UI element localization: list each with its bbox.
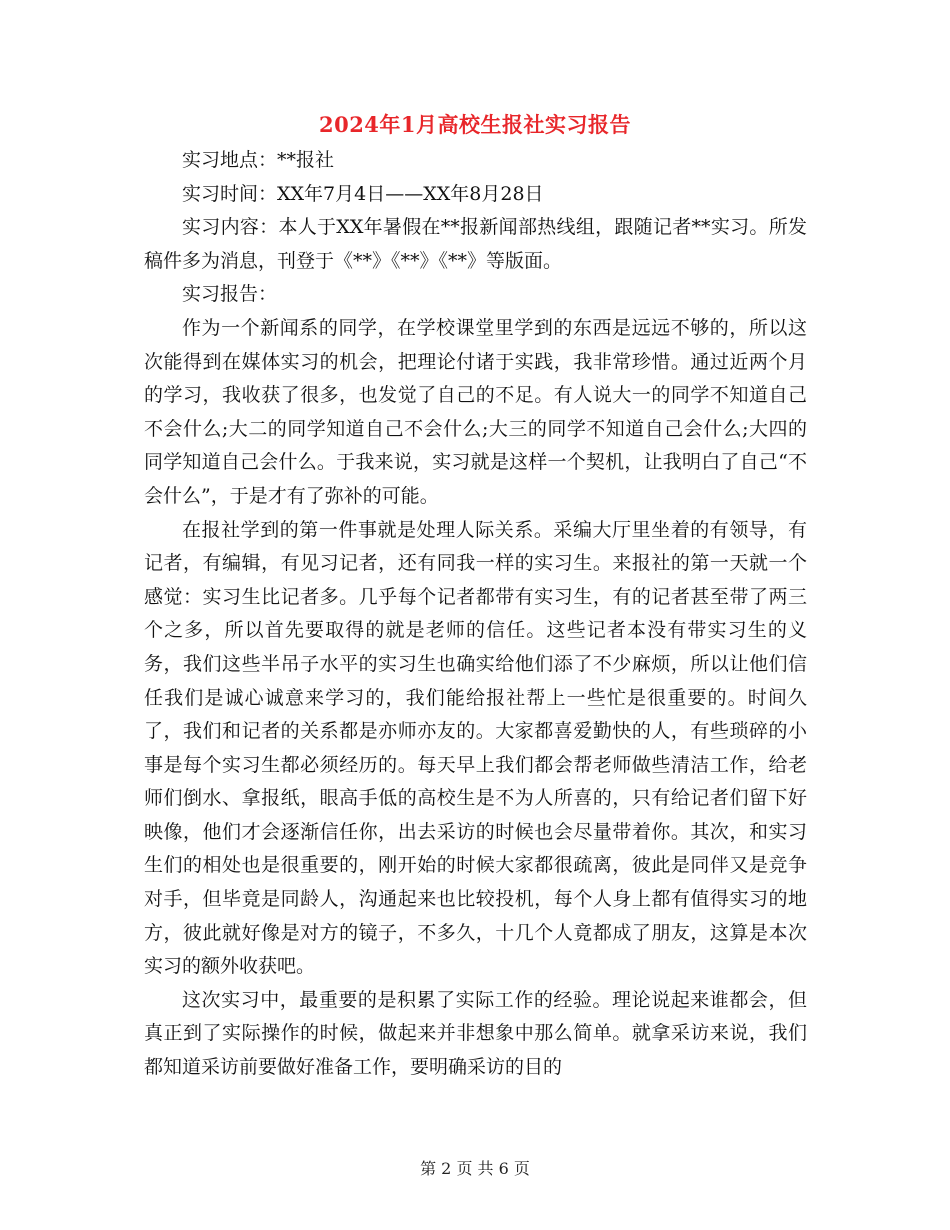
document-title: 2024年1月高校生报社实习报告 bbox=[318, 112, 632, 137]
paragraph-experience: 这次实习中，最重要的是积累了实际工作的经验。理论说起来谁都会，但真正到了实际操作的时候，做起来并非想象中那么简单。就拿采访来说，我们都知道采访前要做好准备工作，要明确采访的目的 bbox=[144, 988, 807, 1079]
paragraph-intro: 作为一个新闻系的同学，在学校课堂里学到的东西是远远不够的，所以这次能得到在媒体实习的机会，把理论付诸于实践，我非常珍惜。通过近两个月的学习，我收获了很多，也发觉了自己的不足。有人说大一的同学不知道自己不会什么;大二的同学知道自己不会什么;大三的同学不知道自己会什么;大四的同学知道自己会什么。于我来说，实习就是这样一个契机，让我明白了自己“不会什么”，于是才有了弥补的可能。 bbox=[144, 316, 807, 507]
document-body bbox=[144, 144, 807, 1085]
paragraph-content: 实习内容：本人于XX年暑假在**报新闻部热线组，跟随记者**实习。所发稿件多为消息，刊登于《**》《**》《**》等版面。 bbox=[144, 216, 807, 272]
page-footer: 第 2 页 共 6 页 bbox=[420, 1159, 530, 1178]
paragraph-report-heading: 实习报告： bbox=[182, 283, 278, 306]
paragraph-relationships: 在报社学到的第一件事就是处理人际关系。采编大厅里坐着的有领导，有记者，有编辑，有见习记者，还有同我一样的实习生。来报社的第一天就一个感觉：实习生比记者多。几乎每个记者都带有实习生，有的记者甚至带了两三个之多，所以首先要取得的就是老师的信任。这些记者本没有带实习生的义务，我们这些半吊子水平的实习生也确实给他们添了不少麻烦，所以让他们信任我们是诚心诚意来学习的，我们能给报社帮上一些忙是很重要的。时间久了，我们和记者的关系都是亦师亦友的。大家都喜爱勤快的人，有些琐碎的小事是每个实习生都必须经历的。每天早上我们都会帮老师做些清洁工作，给老师们倒水、拿报纸，眼高手低的高校生是不为人所喜的，只有给记者们留下好映像，他们才会逐渐信任你，出去采访的时候也会尽量带着你。其次，和实习生们的相处也是很重要的，刚开始的时候大家都很疏离，彼此是同伴又是竞争对手，但毕竟是同龄人，沟通起来也比较投机，每个人身上都有值得实习的地方，彼此就好像是对方的镜子，不多久，十几个人竟都成了朋友，这算是本次实习的额外收获吧。 bbox=[144, 518, 807, 978]
paragraph-time: 实习时间：XX年7月4日——XX年8月28日 bbox=[182, 182, 544, 205]
paragraph-location: 实习地点：**报社 bbox=[182, 149, 335, 171]
